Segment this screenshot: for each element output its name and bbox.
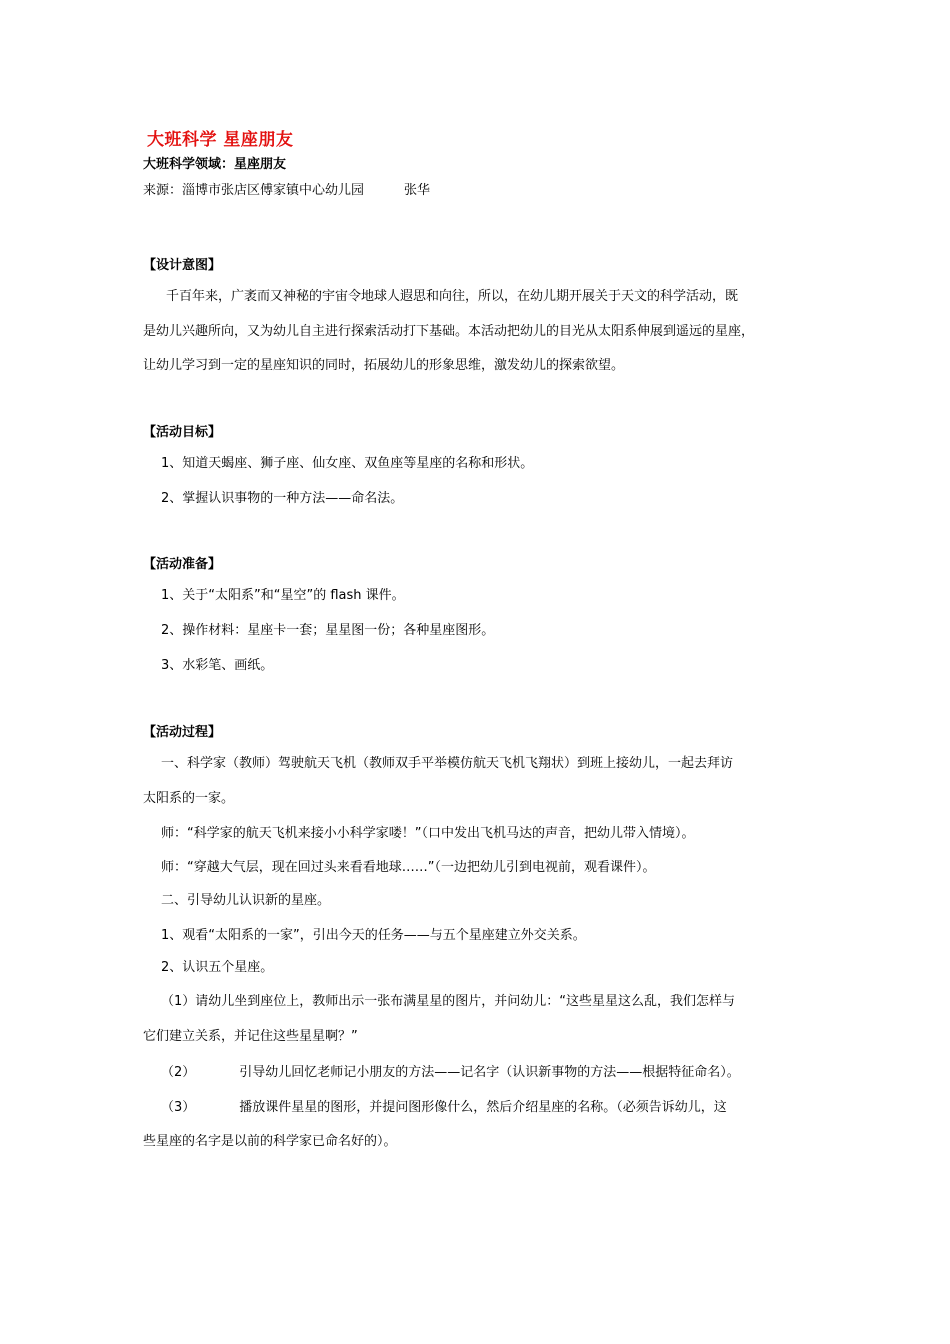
- section-heading-goals: 【活动目标】: [143, 425, 222, 440]
- sub-item-text: 播放课件星星的图形，并提问图形像什么，然后介绍星座的名称。（必须告诉幼儿，这: [239, 1100, 727, 1115]
- document-subtitle: 大班科学领域：星座朋友: [143, 157, 287, 172]
- section-heading-prep: 【活动准备】: [143, 557, 222, 572]
- process-line: 一、科学家（教师）驾驶航天飞机（教师双手平举模仿航天飞机飞翔状）到班上接幼儿，一起去拜访: [161, 756, 734, 771]
- process-sub-item-3-continuation: 些星座的名字是以前的科学家已命名好的）。: [143, 1134, 397, 1149]
- design-paragraph-line: 是幼儿兴趣所向，又为幼儿自主进行探索活动打下基础。本活动把幼儿的目光从太阳系伸展到遥远的星座，: [143, 324, 755, 339]
- prep-item: 2、操作材料：星座卡一套；星星图一份；各种星座图形。: [161, 623, 495, 638]
- process-line: 2、认识五个星座。: [161, 960, 274, 975]
- sub-item-number: （3）: [161, 1100, 196, 1115]
- process-line: 师：“科学家的航天飞机来接小小科学家喽！”（口中发出飞机马达的声音，把幼儿带入情境）。: [161, 826, 695, 841]
- sub-item-number: （2）: [161, 1065, 196, 1080]
- design-paragraph-line: 千百年来，广袤而又神秘的宇宙令地球人遐思和向往，所以，在幼儿期开展关于天文的科学活动，既: [166, 289, 739, 304]
- process-line: 它们建立关系，并记住这些星星啊？”: [143, 1029, 358, 1044]
- process-line: 太阳系的一家。: [143, 791, 235, 806]
- prep-item: 3、水彩笔、画纸。: [161, 658, 274, 673]
- sub-item-text: 引导幼儿回忆老师记小朋友的方法——记名字（认识新事物的方法——根据特征命名）。: [239, 1065, 740, 1080]
- document-title: 大班科学 星座朋友: [147, 130, 294, 150]
- process-sub-item-3: [161, 1099, 727, 1117]
- goal-item: 2、掌握认识事物的一种方法——命名法。: [161, 491, 404, 506]
- prep-item: 1、关于“太阳系”和“星空”的 flash 课件。: [161, 588, 405, 603]
- process-line: 师：“穿越大气层，现在回过头来看看地球……”（一边把幼儿引到电视前，观看课件）。: [161, 860, 656, 875]
- section-heading-design: 【设计意图】: [143, 258, 222, 273]
- process-line: 1、观看“太阳系的一家”，引出今天的任务——与五个星座建立外交关系。: [161, 928, 586, 943]
- process-sub-item-2: [161, 1064, 740, 1082]
- goal-item: 1、知道天蝎座、狮子座、仙女座、双鱼座等星座的名称和形状。: [161, 456, 534, 471]
- design-paragraph-line: 让幼儿学习到一定的星座知识的同时，拓展幼儿的形象思维，激发幼儿的探索欲望。: [143, 358, 625, 373]
- source-label: 来源：淄博市张店区傅家镇中心幼儿园: [143, 183, 365, 198]
- process-line: （1）请幼儿坐到座位上，教师出示一张布满星星的图片，并问幼儿：“这些星星这么乱，我们怎样与: [161, 994, 736, 1009]
- section-heading-process: 【活动过程】: [143, 725, 222, 740]
- source-line: [143, 182, 430, 200]
- process-line: 二、引导幼儿认识新的星座。: [161, 893, 331, 908]
- source-author: 张华: [404, 183, 431, 198]
